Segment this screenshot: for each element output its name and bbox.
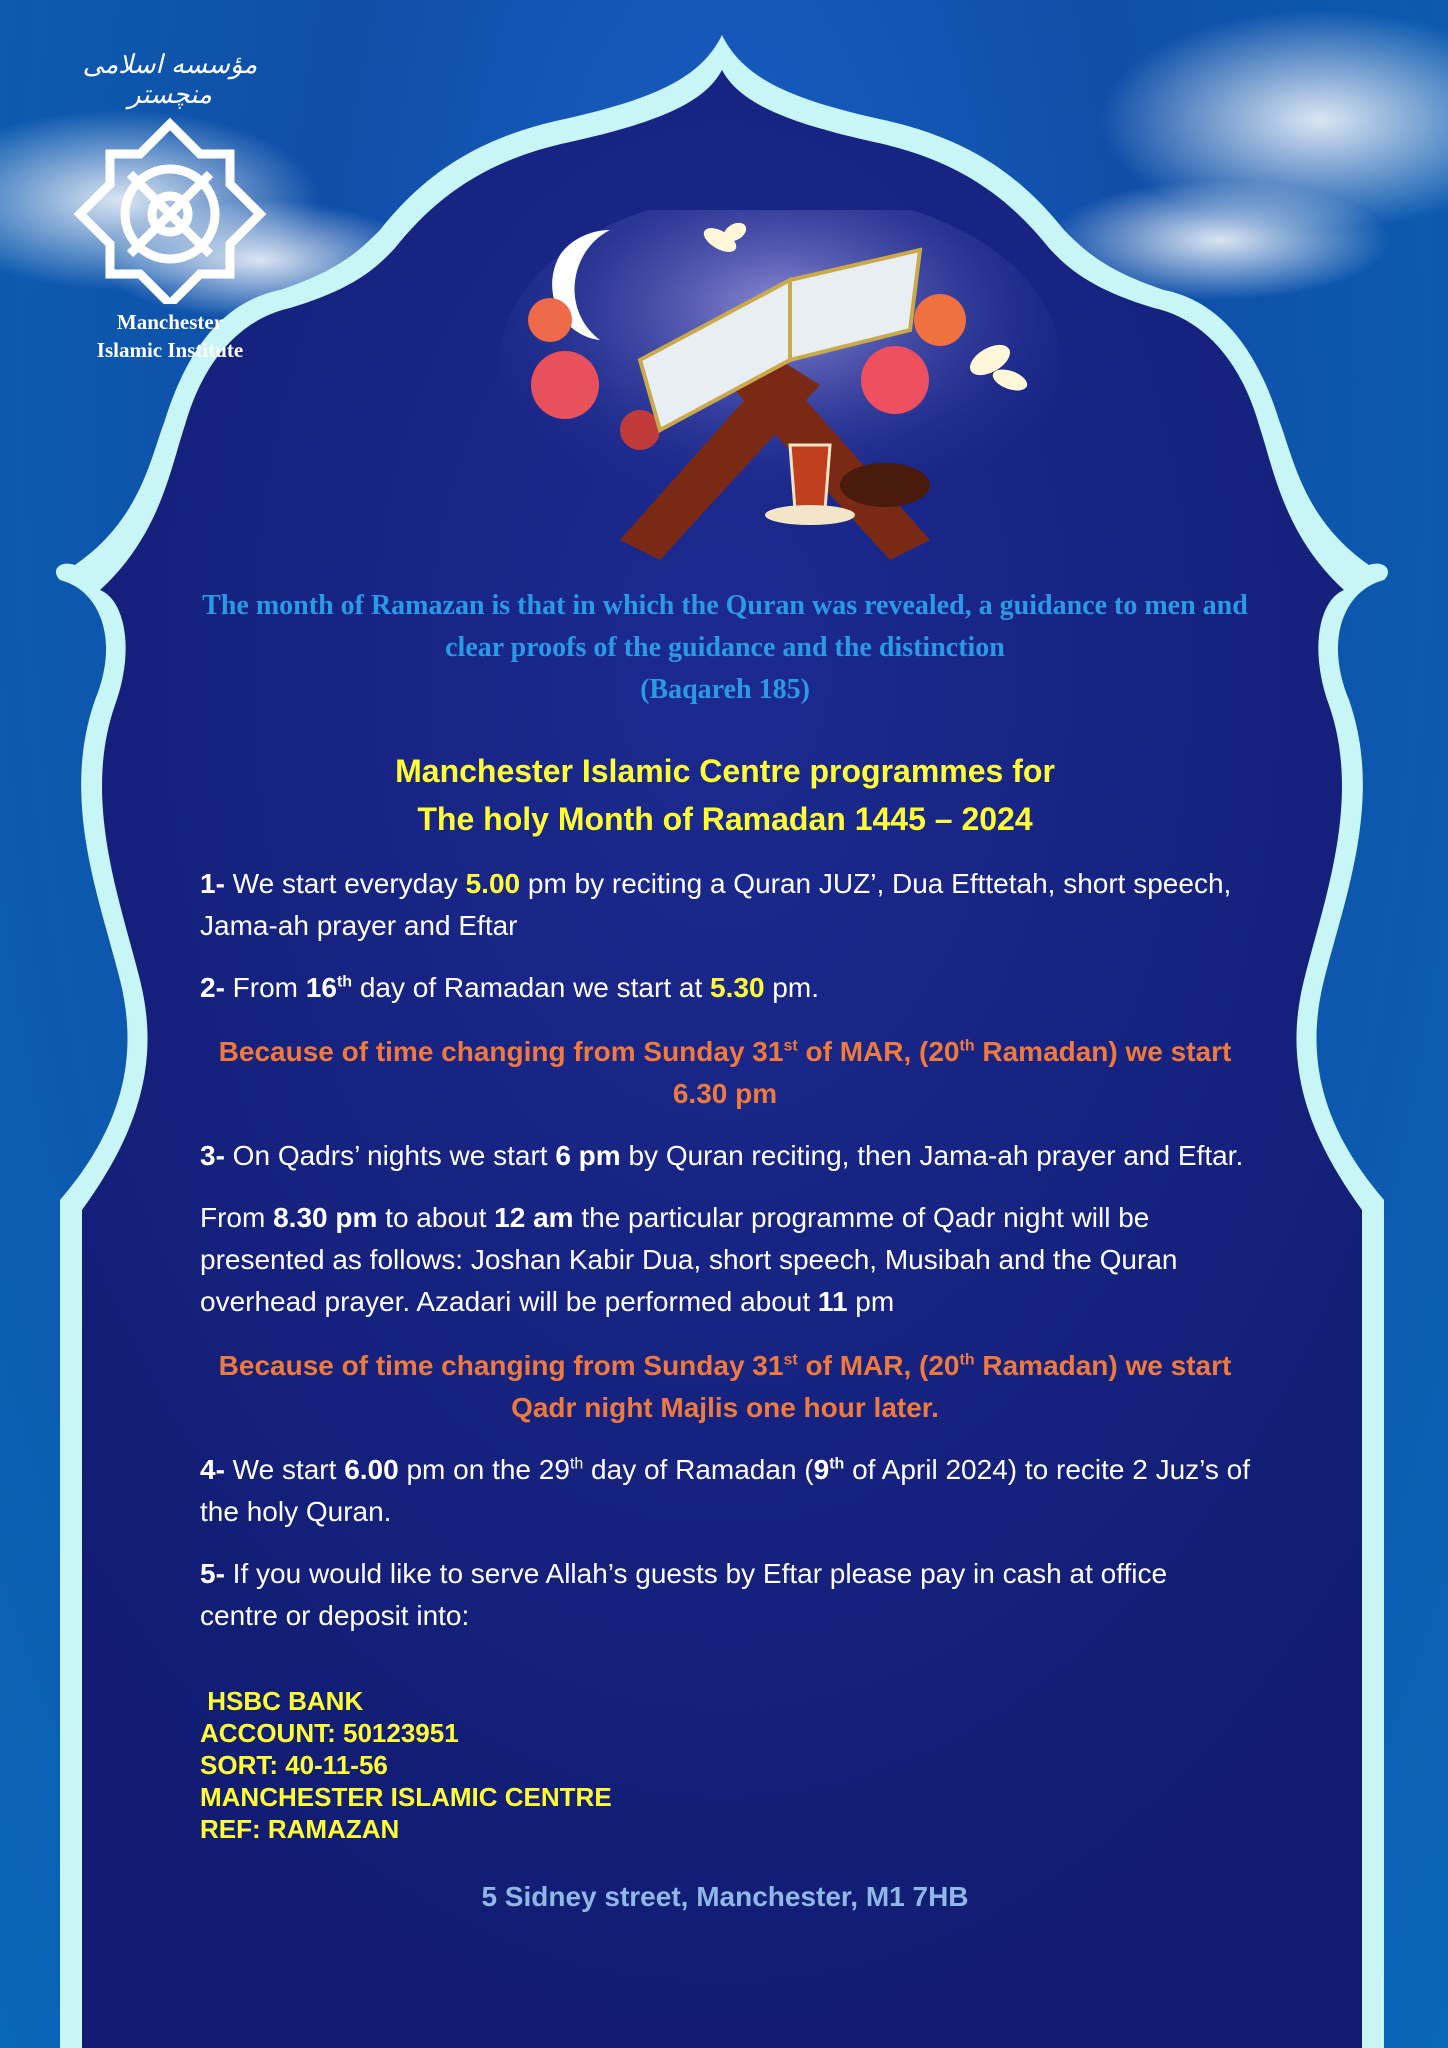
ordinal-suffix: th [959,1037,975,1055]
notice-text: Ramadan) we start 6.30 pm [672,1036,1232,1109]
dates-bowl [840,463,930,507]
quote-text: The month of Ramazan is that in which the Quran was revealed, a guidance to men and clear proofs of the guidance and the distinction [202,590,1248,663]
item-text: pm on the 29 [398,1454,570,1485]
quote-reference: (Baqareh 185) [640,674,810,705]
item-text: day of Ramadan we start at [352,972,711,1003]
item-text: the particular programme of Qadr night will be presented as follows: Joshan Kabir Dua, short speech, Musibah and the Quran overhead prayer. Azadari will be performed about [200,1202,1178,1317]
notice-text: of MAR, (20 [797,1350,960,1381]
item-text: to about [377,1202,495,1233]
bank-account: ACCOUNT: 50123951 [200,1718,459,1748]
item-text: by Quran reciting, then Jama-ah prayer and Eftar. [620,1140,1244,1171]
programme-item-3 [200,1135,1250,1177]
item-number: 1- [200,868,225,899]
programme-item-1 [200,863,1250,947]
centre-address: 5 Sidney street, Manchester, M1 7HB [481,1881,969,1912]
item-text: pm [847,1286,895,1317]
bank-sort-code: SORT: 40-11-56 [200,1750,388,1780]
item-day: 9 [813,1454,830,1485]
ordinal-suffix: th [336,973,353,991]
item-time: 8.30 pm [273,1202,378,1233]
item-time: 12 am [494,1202,574,1233]
item-number: 2- [200,972,225,1003]
item-text: On Qadrs’ nights we start [224,1140,556,1171]
title-line2: The holy Month of Ramadan 1445 – 2024 [417,801,1033,837]
title-line1: Manchester Islamic Centre programmes for [395,753,1055,789]
item-text: of April 2024) to recite 2 Juz’s of the holy Quran. [200,1454,1251,1527]
item-text: From [200,1202,274,1233]
ordinal-suffix: st [783,1037,798,1055]
bank-name: HSBC BANK [200,1686,364,1716]
item-time: 6 pm [555,1140,621,1171]
knot-emblem-icon [70,114,270,304]
time-change-notice-2 [200,1345,1250,1429]
notice-text: Ramadan) we start Qadr night Majlis one hour later. [511,1350,1232,1423]
ordinal-suffix: th [569,1455,584,1473]
institute-logo [60,50,280,364]
item-text: day of Ramadan ( [583,1454,814,1485]
item-number: 5- [200,1558,225,1589]
programme-item-5 [200,1553,1250,1637]
qadr-night-programme [200,1197,1250,1323]
item-text: We start everyday [224,868,466,899]
item-text: pm by reciting a Quran JUZ’, Dua Efttetah, short speech, Jama-ah prayer and Eftar [200,868,1232,941]
item-text: If you would like to serve Allah’s guests by Eftar please pay in cash at office centre or deposit into: [200,1558,1168,1631]
logo-arabic-text: مؤسسه اسلامی منچستر [82,50,258,110]
quran-quote [190,585,1260,711]
item-time: 5.00 [465,868,521,899]
item-text: pm. [764,972,819,1003]
item-number: 4- [200,1454,225,1485]
notice-text: Because of time changing from Sunday 31 [218,1350,784,1381]
quran-illustration [490,210,1070,570]
item-day: 16 [305,972,337,1003]
item-time: 5.30 [710,972,765,1003]
logo-line2: Islamic Institute [96,338,244,362]
main-content [200,585,1250,1913]
item-time: 11 [817,1286,848,1317]
logo-line1: Manchester [116,310,224,334]
ordinal-suffix: th [959,1351,975,1369]
item-text: From [224,972,306,1003]
programme-item-2 [200,967,1250,1009]
item-text: We start [224,1454,345,1485]
bank-account-holder: MANCHESTER ISLAMIC CENTRE [200,1782,612,1812]
time-change-notice-1 [200,1031,1250,1115]
item-number: 3- [200,1140,225,1171]
ordinal-suffix: st [783,1351,798,1369]
bank-details [200,1685,1250,1845]
programme-item-4 [200,1449,1250,1533]
notice-text: Because of time changing from Sunday 31 [218,1036,784,1067]
notice-text: of MAR, (20 [797,1036,960,1067]
bank-reference: REF: RAMAZAN [200,1814,400,1844]
page-title [200,747,1250,843]
ordinal-suffix: th [829,1455,845,1473]
item-time: 6.00 [344,1454,399,1485]
